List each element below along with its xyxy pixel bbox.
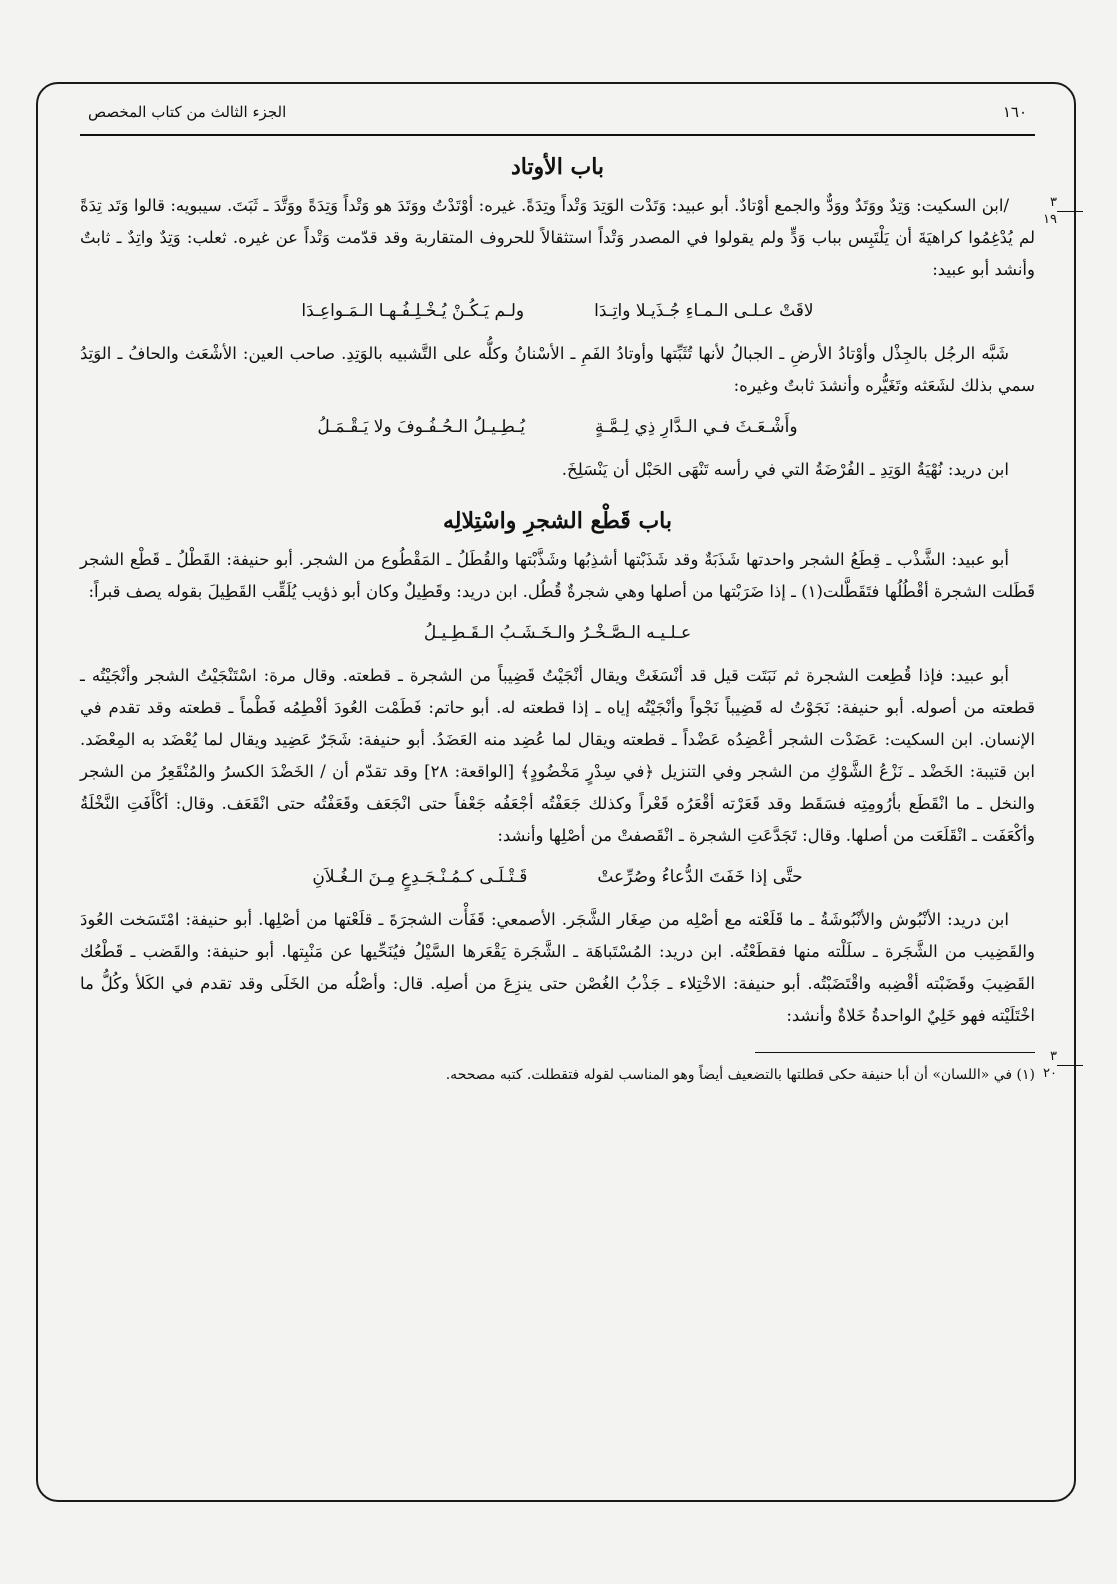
paragraph: أبو عبيد: الشَّذْب ـ قِطَعُ الشجر واحدتها شَذَبَةٌ وقد شَذَبْتها أشذِبُها وشَذَّبْتها والقُطَلُ ـ المَقْطُوع من الشجر. أبو حنيفة: القَطْلُ ـ قَطْع الشجر قَطَلت الشجرة أقْطُلُها فتَقَطَّلت(١) ـ إذا ضَرَبْتها من أصلها وهي شجرةٌ قُطُل. ابن دريد: وقَطِيلٌ وكان أبو ذؤيب يُلَقِّب القَطِيلَ بقوله يصف قبراً: xyxy=(80,550,1035,601)
margin-reference: ٣ ٢٠ xyxy=(1057,1050,1083,1081)
page-header xyxy=(80,92,1035,132)
header-divider xyxy=(80,134,1035,136)
verse-hemistich-second: ولـم يَـكُـنْ يُـخْـلِـفُـهـا الـمَـواعِـدَا xyxy=(301,301,525,321)
footnote-divider xyxy=(755,1052,1035,1053)
verse-hemistich-second: قَـتْـلَـى كـمُـنْـجَـدِعٍ مِـنَ الـغُـلاَنِ xyxy=(312,867,528,887)
paragraph-text: أبو عبيد: فإذا قُطِعت الشجرة ثم نَبَتَت قيل قد أنْسَغَتْ ويقال أنْجَيْتُ قَضِيباً من الشجرة ـ قطعته. وقال مرة: اسْتَنْجَيْتُ الشجر وأنْجَيْتُه ـ قطعته من أصوله. أبو حنيفة: نَجَوْتُ له قَضِيباً نَجْواً وأنْجَيْتُه إياه ـ إذا قطعته له. أبو حاتم: فَطَمْت العُودَ أفْطِمُه فَطْماً ـ قطعته وقد تقدم في الإنسان. ابن السكيت: عَضَدْت الشجر أعْضِدُه عَضْداً ـ قطعته ويقال لما عُضِد منه العَضَدُ. أبو حنيفة: شَجَرٌ عَضِيد ويقال لما يُعْضَد به المِعْضَد. ابن قتيبة: الخَضْد ـ نَزْعُ الشَّوْكِ من الشجر وفي التنزيل ﴿في سِدْرٍ مَخْضُودٍ﴾ [الواقعة: ٢٨] وقد تقدّم أن / الخَضْدَ الكسرُ والمُنْقَعِرُ من الشجر والنخل ـ ما انْقَطَع بأرُومِتِه فسَقَط وقد قَعَرْته أقْعَرُه قَعْراً وكذلك جَعَفْتُه أجْعَفُه جَعْفاً حتى انْجَعَف وقَعَفْتُه حتى انْقَعَف. وقال: أكْأَفَتِ النَّخْلَةُ وأكْعَفَت ـ انْقَلَعَت من أصلها. وقال: تَجَدَّعَتِ الشجرة ـ انْقَصفتْ من أصْلِها وأنشد: xyxy=(80,666,1035,845)
margin-reference: ٣ ١٩ xyxy=(1057,196,1083,227)
verse-line xyxy=(80,294,1035,328)
footnote: (١) في «اللسان» أن أبا حنيفة حكى قطلتها بالتضعيف أيضاً وهو المناسب لقوله فتقطلت. كتبه مصححه. xyxy=(445,1067,1035,1083)
section-heading-cutting-trees: باب قَطْع الشجرِ واسْتِلالِه xyxy=(442,508,672,534)
verse-hemistich-first: لاقَتْ عـلـى الـمـاءِ جُـذَيـلا واتِـدَا xyxy=(594,301,814,321)
verse-hemistich-second: يُـطِـيـلُ الـحُـفُـوفَ ولا يَـقْـمَـلُ xyxy=(317,417,525,437)
verse-line xyxy=(80,410,1035,444)
verse-hemistich-first: حتَّى إذا خَفَتَ الدُّعاءُ وصُرِّعتْ xyxy=(597,867,803,887)
running-title: الجزء الثالث من كتاب المخصص xyxy=(88,103,287,121)
page-number: ١٦٠ xyxy=(1002,103,1027,121)
section-heading-awtad: باب الأوتاد xyxy=(510,154,605,180)
verse-line xyxy=(80,860,1035,894)
verse-hemistich-first: وأَشْـعَـثَ فـي الـدَّارِ ذِي لِـمَّـةٍ xyxy=(594,417,798,437)
paragraph: ابن دريد: نُهْيَةُ الوَتِدِ ـ الفُرْضَةُ التي في رأسه تَنْهَى الحَبْل أن يَنْسَلِخَ. xyxy=(561,460,1009,479)
paragraph-text: /ابن السكيت: وَتِدٌ ووَتَدٌ ووَدٌّ والجمع أوْتادٌ. أبو عبيد: وَتَدْت الوَتِدَ وَتْداً وتِدَةً. غيره: أوْتَدْتُ ووَتَدَ هو وَتْداً وَتِدَةً ووَتَّدَ ـ ثَبَتَ. سيبويه: قالوا وَتَد تِدَةً لم يُدْغِمُوا كراهيَةَ أن يَلْتَبِس بباب وَدٍّ ولم يقولوا في المصدر وَتْداً استثقالاً للحروف المتقاربة وقد قدّمت وَتْداً عن غيره. ثعلب: وَتِدٌ واتِدٌ ـ ثابتٌ وأنشد أبو عبيد: xyxy=(80,196,1035,279)
verse-hemistich: عـلـيـه الـصَّـخْـرُ والـخَـشَـبُ الـقَـطِـيـلُ xyxy=(423,623,692,643)
verse-line xyxy=(80,616,1035,650)
paragraph xyxy=(80,190,1057,286)
paragraph: شَبَّه الرجُل بالجِذْل وأوْتادُ الأرضِ ـ الجبالُ لأنها تُثَبِّتها وأوتادُ الفَمِ ـ الأسْنانُ وكلُّه على التَّشبيه بالوَتِدِ. صاحب العين: الأشْعَث والحافُ ـ الوَتِدُ سمي بذلك لشَعَثه وتَغَيُّره وأنشدَ ثابتٌ وغيره: xyxy=(80,344,1035,395)
page-content xyxy=(80,92,1057,1474)
paragraph: ابن دريد: الأنْبُوش والأنْبُوشَةُ ـ ما قَلَعْته مع أصْلِه من صِغَار الشَّجَر. الأصمعي: قَفَأْت الشجرَةَ ـ قلَعْتها من أصْلِها. أبو حنيفة: امْتَسَخت العُودَ والقَضِيب من الشَّجَرة ـ سلَلْته منها فقطَعْتُه. ابن دريد: المُسْتَباهَة ـ الشَّجَرة يَقْعَرها السَّيْلُ فيُنَحِّيها عن مَنْبِتها. أبو حنيفة: والقَضب ـ قَطْعُك القَضِيبَ وقَضَبْته أقْضِبه واقْتَضَبْتُه. أبو حنيفة: الاخْتِلاء ـ جَذْبُ الغُصْن حتى ينزِعَ من أصلِه. قال: وأصْلُه من الخَلَى وقد تقدم في الكَلأ وكُلُّ ما اخْتَلَيْته فهو خَلِيٌ الواحدةُ خَلاةٌ وأنشد: xyxy=(80,910,1035,1025)
